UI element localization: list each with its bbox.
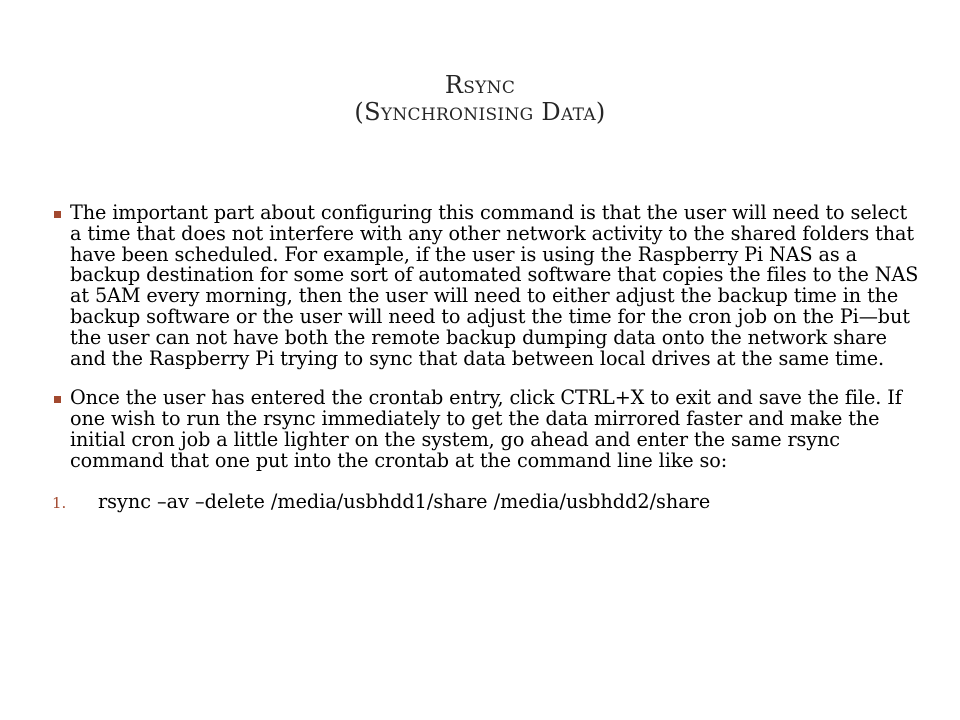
title-line-1: Rsync xyxy=(444,71,516,99)
slide-title xyxy=(0,72,960,126)
slide-content xyxy=(50,203,920,513)
square-bullet-icon xyxy=(54,211,61,218)
list-number: 1. xyxy=(52,493,67,512)
square-bullet-icon xyxy=(54,396,61,403)
title-line-2: (Synchronising Data) xyxy=(354,98,606,126)
numbered-item xyxy=(50,491,920,513)
command-text: rsync –av –delete /media/usbhdd1/share /media/usbhdd2/share xyxy=(98,489,711,513)
bullet-item xyxy=(50,388,920,471)
bullet-text: Once the user has entered the crontab entry, click CTRL+X to exit and save the file. If one wish to run the rsync immediately to get the data mirrored faster and make the initial cron job a little lighter on the system, go ahead and enter the same rsync command that one put into the crontab at the command line like so: xyxy=(70,386,902,472)
bullet-item xyxy=(50,203,920,369)
bullet-text: The important part about configuring this command is that the user will need to select a time that does not interfere with any other network activity to the shared folders that have been scheduled. For example, if the user is using the Raspberry Pi NAS as a backup destination for some sort of automated software that copies the files to the NAS at 5AM every morning, then the user will need to either adjust the backup time in the backup software or the user will need to adjust the time for the cron job on the Pi—but the user can not have both the remote backup dumping data onto the network share and the Raspberry Pi trying to sync that data between local drives at the same time. xyxy=(70,201,919,370)
